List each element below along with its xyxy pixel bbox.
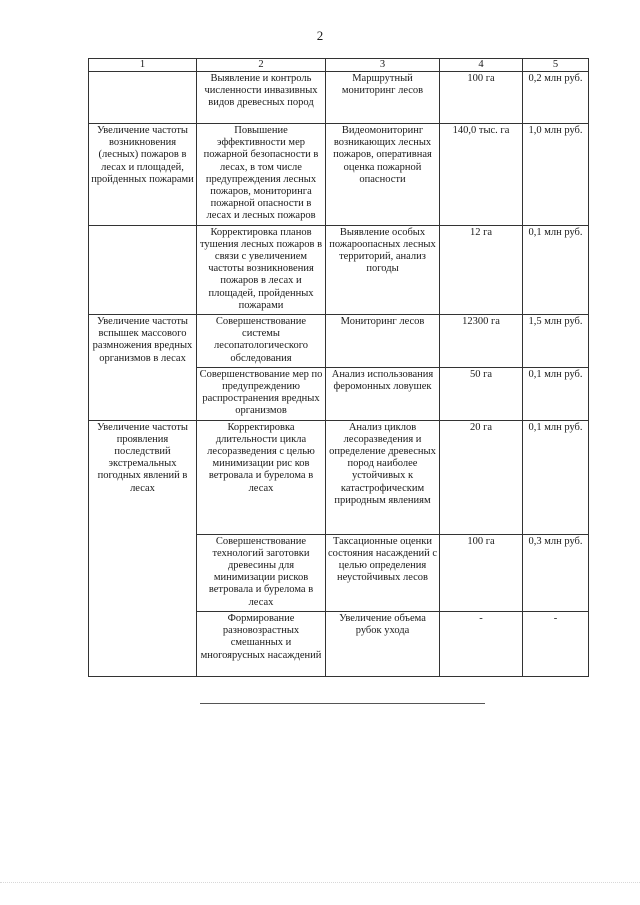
risk-cell [89,225,197,314]
action-cell: Мониторинг лесов [326,315,440,368]
measure-cell: Выявление и контроль численности инвазивных видов древесных пород [197,72,326,124]
column-header: 5 [523,59,589,72]
measures-table [88,58,589,677]
column-header: 3 [326,59,440,72]
area-cell: 100 га [440,534,523,611]
risk-cell: Увеличение частоты проявления последствий экстремальных погодных явлений в лесах [89,420,197,676]
risk-cell [89,72,197,124]
table-row [89,72,589,124]
cost-cell: 1,5 млн руб. [523,315,589,368]
action-cell: Выявление особых пожароопасных лесных территорий, анализ погоды [326,225,440,314]
cost-cell: 0,2 млн руб. [523,72,589,124]
action-cell: Анализ циклов лесоразведения и определение древесных пород наиболее устойчивых к катастрофическим природным явлениям [326,420,440,534]
column-header: 2 [197,59,326,72]
area-cell: 12300 га [440,315,523,368]
column-header: 4 [440,59,523,72]
action-cell: Таксационные оценки состояния насаждений с целью определения неустойчивых лесов [326,534,440,611]
measure-cell: Корректировка планов тушения лесных пожаров в связи с увеличением частоты возникновения пожаров в лесах и площадей, пройденных пожарами [197,225,326,314]
table-row [89,225,589,314]
action-cell: Анализ использования феромонных ловушек [326,367,440,420]
cost-cell: 0,1 млн руб. [523,420,589,534]
action-cell: Маршрутный мониторинг лесов [326,72,440,124]
page-number: 2 [316,28,324,43]
table-row [89,420,589,534]
cost-cell: - [523,611,589,676]
area-cell: 100 га [440,72,523,124]
action-cell: Увеличение объема рубок ухода [326,611,440,676]
column-header: 1 [89,59,197,72]
table-row [89,315,589,368]
risk-cell: Увеличение частоты вспышек массового размножения вредных организмов в лесах [89,315,197,421]
measure-cell: Формирование разновозрастных смешанных и многоярусных насаждений [197,611,326,676]
measure-cell: Совершенствование системы лесопатологического обследования [197,315,326,368]
cost-cell: 0,3 млн руб. [523,534,589,611]
end-of-table-rule [200,703,485,704]
cost-cell: 0,1 млн руб. [523,367,589,420]
cost-cell: 1,0 млн руб. [523,124,589,226]
action-cell: Видеомониторинг возникающих лесных пожаров, оперативная оценка пожарной опасности [326,124,440,226]
measure-cell: Совершенствование мер по предупреждению распространения вредных организмов [197,367,326,420]
area-cell: 20 га [440,420,523,534]
scan-artifact-line [0,882,640,883]
table-row [89,124,589,226]
table-header-row [89,59,589,72]
area-cell: 140,0 тыс. га [440,124,523,226]
area-cell: - [440,611,523,676]
area-cell: 12 га [440,225,523,314]
measure-cell: Повышение эффективности мер пожарной безопасности в лесах, в том числе предупреждения лесных пожаров, мониторинга пожарной опасности в лесах и лесных пожаров [197,124,326,226]
cost-cell: 0,1 млн руб. [523,225,589,314]
risk-cell: Увеличение частоты возникновения (лесных) пожаров в лесах и площадей, пройденных пожарами [89,124,197,226]
measure-cell: Корректировка длительности цикла лесоразведения с целью минимизации рис ков ветровала и бурелома в лесах [197,420,326,534]
area-cell: 50 га [440,367,523,420]
measure-cell: Совершенствование технологий заготовки древесины для минимизации рисков ветровала и бурелома в лесах [197,534,326,611]
